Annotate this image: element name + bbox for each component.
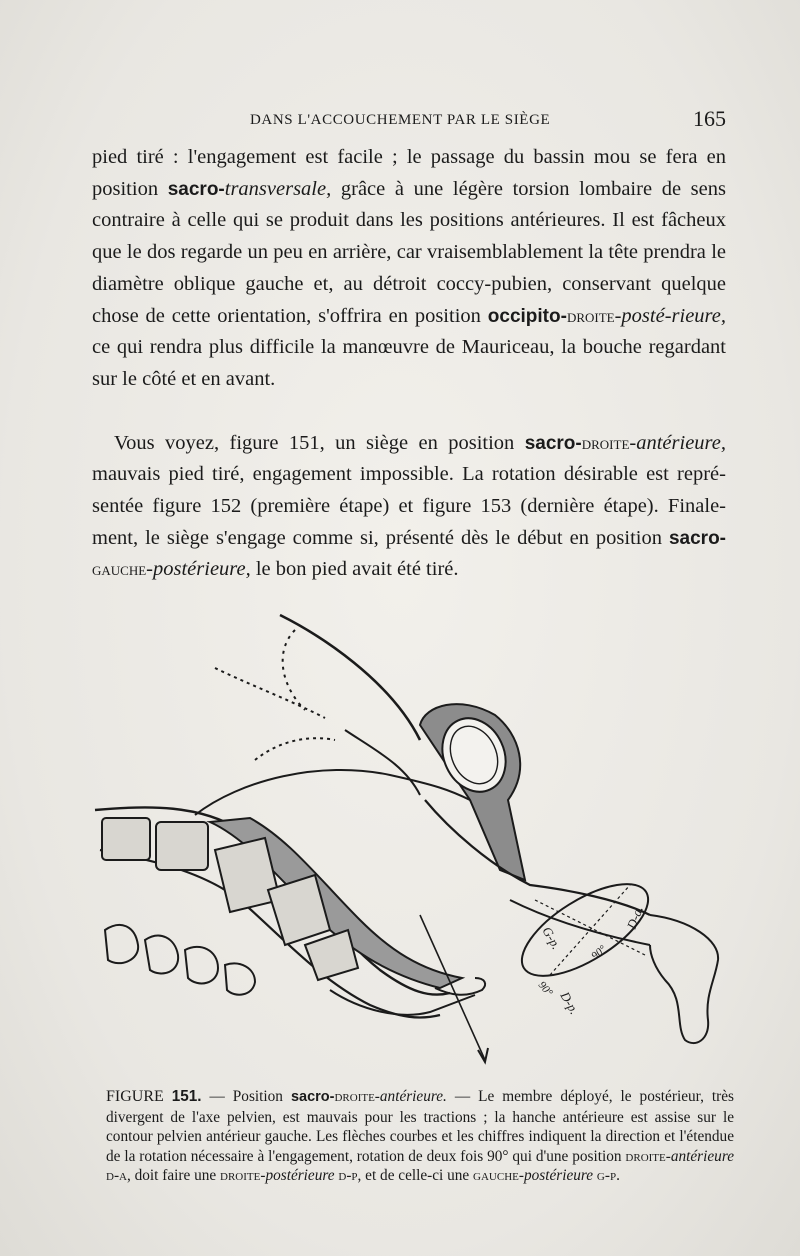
p2-run: gauche (92, 559, 147, 580)
body-text (92, 142, 726, 586)
caption-number: 151. (171, 1088, 202, 1105)
caption-text-1: — Le membre déployé, le postérieur, très divergent de l'axe pelvien, est mauvais pour les tractions ; la hanche antérieure est assise sur le contour pelvien antérieur gauche. Les flèches courbes et les chiffres indiquent la direction et l'étendue de la rotation nécessaire à l'engagement, rotation de deux fois 90° qui d'une position (106, 1088, 734, 1165)
label-90-left: 90° (535, 979, 555, 999)
p2-run: sacro- (524, 432, 582, 454)
p2-run: sacro- (668, 527, 726, 549)
p1-run: transversale, (224, 177, 332, 200)
p2-run: le bon pied avait été tiré. (250, 558, 459, 581)
figure-151 (90, 600, 730, 1070)
caption-sc-5: gauche (473, 1167, 519, 1185)
thigh-outline (345, 730, 420, 795)
caption-text-4: . (616, 1167, 620, 1185)
fetal-foot (650, 915, 718, 1043)
label-90-right: 90° (589, 943, 609, 963)
caption-it-2: -postérieure (260, 1167, 335, 1185)
dashed-rotation-arrow-3 (283, 630, 305, 710)
vertebra-2 (156, 822, 208, 870)
vertebra-5 (305, 930, 358, 980)
p1-run: ce qui rendra plus difficile la manœuvre de Mauriceau, la bouche regardant sur le côté et en avant. (92, 336, 726, 390)
pelvic-axis-arrow (420, 915, 485, 1060)
caption-sc-2: d-a (106, 1167, 127, 1185)
caption-sc-1: droite (625, 1147, 666, 1165)
p1-run: occipito- (487, 305, 567, 327)
p1-run: sacro- (167, 178, 225, 200)
sacral-body-1 (105, 925, 138, 963)
caption-position-sc: droite (334, 1088, 375, 1105)
figure-illustration (90, 600, 730, 1070)
extended-leg-top (425, 800, 650, 915)
p2-run: -antérieure, (629, 431, 726, 454)
caption-it-1: -antérieure (665, 1147, 734, 1165)
p2-run: mauvais pied tiré, engagement impossible. La rotation désirable est repré-sentée figure 152 (première étape) et figure 153 (dernière étape). Finale-ment, le siège s'engage comme si, présenté dès le début en position (92, 463, 726, 549)
running-head: DANS L'ACCOUCHEMENT PAR LE SIÈGE (250, 112, 551, 128)
caption-label: FIGURE (106, 1088, 164, 1105)
page-header (94, 106, 726, 136)
sacral-body-2 (145, 936, 178, 974)
paragraph-1 (92, 142, 726, 396)
p2-run: -postérieure, (146, 558, 251, 581)
p1-run: droite (566, 305, 615, 326)
label-dp: D-p. (557, 989, 583, 1017)
vertebra-1 (102, 818, 150, 860)
label-da: D-a. (623, 903, 646, 932)
caption-text-3: , et de celle-ci une (357, 1167, 474, 1185)
caption-dash: — Position (201, 1088, 291, 1105)
paragraph-2 (92, 428, 726, 587)
caption-sc-3: droite (220, 1167, 261, 1185)
caption-it-3: -postérieure (518, 1167, 594, 1185)
p1-run: -posté-rieure, (614, 304, 726, 327)
page-number: 165 (693, 106, 726, 131)
p2-run: Vous voyez, figure 151, un siège en position (114, 431, 525, 454)
fetal-back-contour (195, 770, 470, 815)
caption-sc-4: d-p (334, 1167, 358, 1185)
figure-caption (106, 1087, 734, 1186)
leg-outline (280, 615, 420, 740)
label-gp: G-p. (539, 924, 565, 952)
sacral-body-4 (225, 964, 255, 995)
p1-run: grâce à une légère torsion lombaire de sens contraire à celle qui se produit dans les positions antérieures. Il est fâcheux que le dos regarde un peu en arrière, car vraisemblablement la tête prendra le diamètre oblique gauche et, au détroit coccy-pubien, conservant quelque chose de cette orientation, s'offrira en position (92, 177, 726, 327)
dashed-rotation-arrow-1 (215, 668, 325, 718)
p2-run: droite (581, 432, 630, 453)
caption-position-italic: -antérieure. (374, 1088, 447, 1105)
caption-text-2: , doit faire une (126, 1167, 221, 1185)
caption-sc-6: g-p (593, 1167, 617, 1185)
dashed-rotation-arrow-2 (255, 738, 335, 760)
sacral-body-3 (185, 947, 218, 984)
caption-position-sans: sacro- (290, 1089, 335, 1105)
p1-run: pied tiré : l'engagement est facile ; le passage du bassin mou se fera en position (92, 146, 726, 200)
